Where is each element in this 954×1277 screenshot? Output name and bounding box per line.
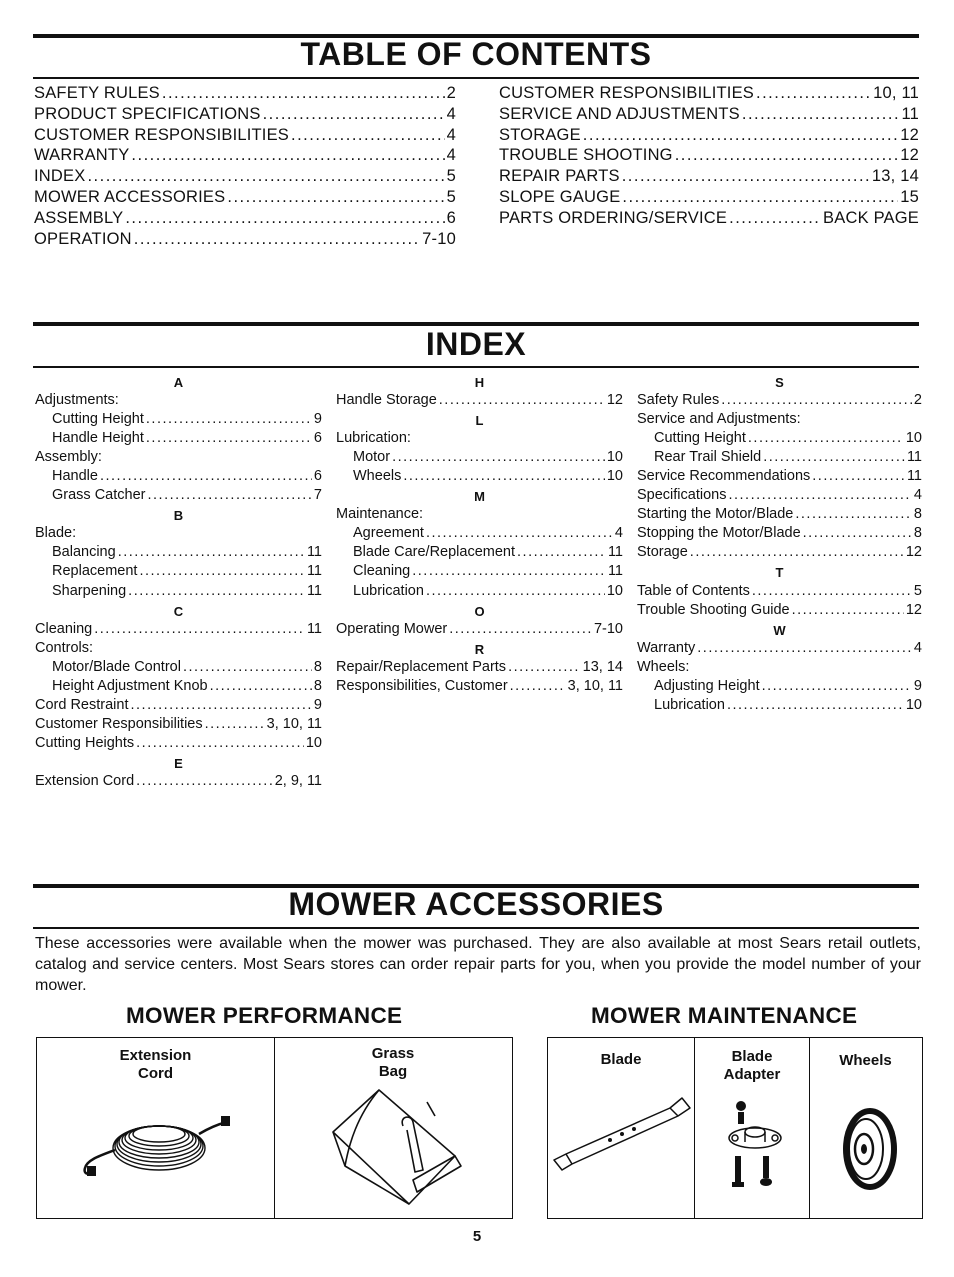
index-entry-label: Handle Height <box>52 430 144 447</box>
toc-leader-dots <box>291 126 445 145</box>
index-entry <box>35 411 322 430</box>
index-leader-dots <box>136 773 273 789</box>
toc-entry-page: 5 <box>446 187 456 206</box>
toc-leader-dots <box>131 146 444 165</box>
index-entry-label: Responsibilities, Customer <box>336 677 508 694</box>
toc-bottom-rule <box>33 77 919 79</box>
toc-title: TABLE OF CONTENTS <box>300 36 652 72</box>
toc-entry-page: 11 <box>901 104 919 123</box>
accessories-intro: These accessories were available when the mower was purchased. They are also available at most Sears retail outlets, catalog and service centers. Most Sears stores can order repair parts for you, when you provide the model number of your mower. <box>35 935 921 994</box>
index-leader-dots <box>727 697 904 713</box>
toc-entry-page: 12 <box>900 125 919 144</box>
index-leader-dots <box>183 659 312 675</box>
index-entry-label: Trouble Shooting Guide <box>637 601 790 618</box>
index-entry-page: 11 <box>306 582 322 599</box>
performance-heading: MOWER PERFORMANCE <box>126 1003 403 1028</box>
toc-leader-dots <box>756 84 871 103</box>
index-leader-dots <box>508 659 581 675</box>
index-entry <box>336 563 623 582</box>
toc-entry-page: 5 <box>446 167 456 186</box>
toc-leader-dots <box>227 188 444 207</box>
toc-entry-label: WARRANTY <box>34 146 130 165</box>
index-entry-label: Motor <box>353 449 391 466</box>
index-entry-page: 11 <box>306 620 322 637</box>
toc-entry-page: 15 <box>900 187 919 206</box>
index-entry-page: 7-10 <box>593 620 623 637</box>
index-entry-page: 4 <box>614 525 623 542</box>
toc-entry-page: 4 <box>446 146 456 165</box>
index-leader-dots <box>439 392 605 408</box>
index-letter-heading: O <box>474 603 485 619</box>
index-entry-label: Replacement <box>52 563 138 580</box>
toc-entry <box>499 146 919 167</box>
index-entry <box>35 621 322 640</box>
toc-entry-label: MOWER ACCESSORIES <box>34 187 226 206</box>
index-entry <box>336 392 623 411</box>
index-leader-dots <box>426 583 605 599</box>
toc-leader-dots <box>87 167 444 186</box>
index-leader-dots <box>690 544 904 560</box>
index-entry-page: 6 <box>313 468 322 485</box>
item-label-line1: Grass <box>371 1045 415 1062</box>
toc-leader-dots <box>622 188 898 207</box>
toc-entry <box>499 126 919 147</box>
index-entry <box>336 678 623 697</box>
index-letter-heading: C <box>173 603 184 619</box>
index-entry-page: 7 <box>313 487 322 504</box>
index-group-heading: Lubrication: <box>336 430 411 447</box>
toc-entry-label: STORAGE <box>499 125 581 144</box>
index-entry-page: 3, 10, 11 <box>266 715 322 732</box>
item-label-line2: Cord <box>138 1065 173 1082</box>
index-entry <box>637 487 922 506</box>
index-entry-page: 8 <box>913 506 922 523</box>
maintenance-box <box>547 1037 923 1219</box>
index-leader-dots <box>412 563 606 579</box>
index-letter-heading: T <box>775 565 784 581</box>
accessories-title: MOWER ACCESSORIES <box>288 886 664 922</box>
index-entry <box>637 544 922 563</box>
index-leader-dots <box>517 544 606 560</box>
index-leader-dots <box>130 697 311 713</box>
index-letter-heading: A <box>173 375 184 390</box>
index-entry <box>637 602 922 621</box>
index-leader-dots <box>426 525 613 541</box>
index-entry <box>35 563 322 582</box>
toc-entry-label: PRODUCT SPECIFICATIONS <box>34 104 261 123</box>
toc-entry-page: 7-10 <box>422 229 456 248</box>
index-entry <box>35 735 322 754</box>
toc-leader-dots <box>125 209 444 228</box>
index-entry-label: Cutting Height <box>52 411 144 428</box>
index-entry-label: Starting the Motor/Blade <box>637 506 794 523</box>
index-letter-heading: B <box>173 508 184 524</box>
toc-leader-dots <box>729 209 821 228</box>
toc-entry-label: CUSTOMER RESPONSIBILITIES <box>499 84 754 102</box>
index-leader-dots <box>449 621 592 637</box>
toc-entry-label: OPERATION <box>34 229 132 248</box>
index-entry-page: 4 <box>913 487 922 504</box>
index-leader-dots <box>94 621 305 637</box>
toc-entry <box>499 105 919 126</box>
index-leader-dots <box>100 468 312 484</box>
index-leader-dots <box>748 430 904 446</box>
index-entry-label: Cutting Heights <box>35 734 135 751</box>
index-entry-label: Wheels <box>353 468 402 485</box>
index-entry-page: 11 <box>306 563 322 580</box>
index-entry-label: Storage <box>637 544 688 561</box>
index-leader-dots <box>392 449 605 465</box>
toc-entry <box>34 146 456 167</box>
index-group-heading: Controls: <box>35 639 94 656</box>
index-group-heading: Service and Adjustments: <box>637 411 801 428</box>
toc-entry-label: TROUBLE SHOOTING <box>499 146 673 165</box>
index-leader-dots <box>803 525 912 541</box>
index-group-heading: Wheels: <box>637 658 690 675</box>
toc-entry <box>34 105 456 126</box>
index-column-1 <box>35 373 322 792</box>
index-entry <box>35 659 322 678</box>
index-entry <box>637 697 922 716</box>
toc-entry <box>499 167 919 188</box>
toc-entry-label: SAFETY RULES <box>34 84 160 102</box>
index-entry-page: 10 <box>305 734 322 751</box>
index-entry-label: Adjusting Height <box>654 677 760 694</box>
index-entry-page: 11 <box>607 544 623 561</box>
index-entry-page: 9 <box>313 696 322 713</box>
index-leader-dots <box>403 468 605 484</box>
extension-cord-cell <box>37 1038 275 1218</box>
index-entry-label: Blade Care/Replacement <box>353 544 516 561</box>
index-leader-dots <box>795 506 912 522</box>
wheel-icon <box>838 1106 898 1192</box>
index-leader-dots <box>721 392 912 408</box>
index-entry-page: 9 <box>313 411 322 428</box>
index-letter-heading: W <box>773 622 786 638</box>
index-entry-page: 2 <box>913 392 922 409</box>
index-entry <box>35 716 322 735</box>
toc-leader-dots <box>263 105 445 124</box>
index-entry-label: Extension Cord <box>35 772 135 789</box>
index-entry-page: 8 <box>313 677 322 694</box>
toc-leader-dots <box>583 126 898 145</box>
index-entry <box>35 468 322 487</box>
index-group-heading: Maintenance: <box>336 506 424 523</box>
index-title: INDEX <box>425 326 527 362</box>
item-label-line1: Blade <box>600 1051 642 1068</box>
toc-entry-label: REPAIR PARTS <box>499 167 620 186</box>
index-letter-heading: S <box>775 375 784 390</box>
index-entry-label: Warranty <box>637 639 696 656</box>
index-leader-dots <box>752 583 912 599</box>
index-entry-page: 8 <box>913 525 922 542</box>
index-letter-heading: M <box>474 489 485 505</box>
index-leader-dots <box>728 487 911 503</box>
index-letter-heading: R <box>474 641 485 657</box>
index-entry-label: Height Adjustment Knob <box>52 677 208 694</box>
index-entry <box>637 430 922 449</box>
toc-entry <box>499 84 919 105</box>
index-entry <box>336 659 623 678</box>
toc-entry-label: SERVICE AND ADJUSTMENTS <box>499 104 740 123</box>
index-entry-label: Safety Rules <box>637 392 720 409</box>
toc-entry <box>499 188 919 209</box>
index-leader-dots <box>697 640 912 656</box>
index-entry-page: 10 <box>606 582 623 599</box>
index-leader-dots <box>136 735 304 751</box>
index-entry-page: 13, 14 <box>582 658 623 675</box>
index-entry-label: Handle Storage <box>336 392 437 409</box>
index-entry-label: Lubrication <box>353 582 424 599</box>
index-entry <box>336 544 623 563</box>
index-entry-page: 10 <box>905 696 922 713</box>
toc-entry-label: CUSTOMER RESPONSIBILITIES <box>34 125 289 144</box>
index-entry-label: Service Recommendations <box>637 468 811 485</box>
blade-icon <box>552 1094 692 1174</box>
index-entry-page: 11 <box>906 468 922 485</box>
item-label-line1: Blade <box>731 1048 773 1065</box>
toc-entry-page: 4 <box>446 104 456 123</box>
index-leader-dots <box>128 583 305 599</box>
index-entry <box>637 583 922 602</box>
index-leader-dots <box>205 716 265 732</box>
toc-leader-dots <box>675 146 899 165</box>
index-entry <box>35 583 322 602</box>
toc-entry-page: 2 <box>446 84 456 102</box>
toc-entry <box>34 230 456 251</box>
grass-bag-icon <box>327 1086 467 1212</box>
toc-leader-dots <box>162 84 445 103</box>
index-entry <box>35 430 322 449</box>
index-entry <box>637 640 922 659</box>
index-entry-label: Cleaning <box>353 563 411 580</box>
index-entry-label: Stopping the Motor/Blade <box>637 525 801 542</box>
index-entry-label: Rear Trail Shield <box>654 449 762 466</box>
index-entry <box>336 583 623 602</box>
index-entry-page: 6 <box>313 430 322 447</box>
toc-entry <box>499 209 919 230</box>
index-column-2 <box>336 373 623 697</box>
index-entry <box>336 449 623 468</box>
toc-leader-dots <box>134 230 420 249</box>
toc-entry-label: INDEX <box>34 167 86 186</box>
blade-adapter-icon <box>719 1098 789 1192</box>
wheels-cell <box>810 1038 921 1218</box>
index-leader-dots <box>792 602 904 618</box>
toc-leader-dots <box>742 105 900 124</box>
index-leader-dots <box>510 678 566 694</box>
index-entry <box>637 506 922 525</box>
index-entry-label: Handle <box>52 468 98 485</box>
toc-left-column <box>34 84 456 250</box>
item-label-line1: Wheels <box>839 1052 892 1069</box>
index-entry-label: Cleaning <box>35 620 93 637</box>
index-entry <box>35 678 322 697</box>
index-entry-label: Repair/Replacement Parts <box>336 658 507 675</box>
toc-entry-page: BACK PAGE <box>823 208 919 227</box>
index-entry-label: Grass Catcher <box>52 487 146 504</box>
accessories-bottom-rule <box>33 927 919 929</box>
toc-entry <box>34 84 456 105</box>
index-entry-label: Cord Restraint <box>35 696 129 713</box>
index-entry <box>637 392 922 411</box>
index-entry-label: Customer Responsibilities <box>35 715 203 732</box>
index-entry-page: 10 <box>606 449 623 466</box>
index-entry <box>637 678 922 697</box>
index-entry <box>35 697 322 716</box>
index-entry-label: Motor/Blade Control <box>52 658 181 675</box>
index-entry <box>35 773 322 792</box>
index-entry-label: Table of Contents <box>637 582 750 599</box>
index-entry-page: 8 <box>313 658 322 675</box>
index-leader-dots <box>763 449 905 465</box>
index-leader-dots <box>146 411 312 427</box>
toc-entry-page: 12 <box>900 146 919 165</box>
index-entry <box>35 544 322 563</box>
toc-entry <box>34 209 456 230</box>
toc-right-column <box>499 84 919 230</box>
toc-entry-label: PARTS ORDERING/SERVICE <box>499 208 728 227</box>
index-entry-page: 2, 9, 11 <box>274 772 322 789</box>
toc-entry <box>34 188 456 209</box>
index-letter-heading: L <box>475 413 484 429</box>
index-entry-label: Sharpening <box>52 582 127 599</box>
index-letter-heading: E <box>174 755 183 771</box>
index-entry-label: Balancing <box>52 544 116 561</box>
index-entry-label: Cutting Height <box>654 430 746 447</box>
toc-entry <box>34 167 456 188</box>
toc-leader-dots <box>622 167 870 186</box>
toc-entry-page: 13, 14 <box>871 167 919 186</box>
maintenance-heading: MOWER MAINTENANCE <box>591 1003 858 1028</box>
index-entry <box>336 468 623 487</box>
toc-entry-page: 6 <box>446 208 456 227</box>
page-number: 5 <box>472 1228 482 1245</box>
toc-entry-label: SLOPE GAUGE <box>499 187 621 206</box>
index-entry-page: 11 <box>306 544 322 561</box>
toc-entry-page: 10, 11 <box>873 84 919 102</box>
item-label-line2: Adapter <box>723 1066 781 1083</box>
index-leader-dots <box>210 678 312 694</box>
index-entry-label: Operating Mower <box>336 620 448 637</box>
index-leader-dots <box>146 430 312 446</box>
item-label-line1: Extension <box>119 1047 192 1064</box>
index-entry <box>637 449 922 468</box>
blade-cell <box>548 1038 695 1218</box>
index-entry <box>637 468 922 487</box>
index-letter-heading: H <box>474 375 485 390</box>
item-label-line2: Bag <box>378 1063 408 1080</box>
index-entry <box>637 525 922 544</box>
toc-entry <box>34 126 456 147</box>
grass-bag-cell <box>275 1038 511 1218</box>
index-entry-page: 11 <box>607 563 623 580</box>
index-entry-page: 9 <box>913 677 922 694</box>
index-leader-dots <box>812 468 905 484</box>
index-entry <box>336 525 623 544</box>
toc-entry-page: 4 <box>446 125 456 144</box>
index-entry-page: 4 <box>913 639 922 656</box>
index-entry-label: Specifications <box>637 487 727 504</box>
index-entry-page: 10 <box>606 468 623 485</box>
index-entry <box>35 487 322 506</box>
index-entry-page: 11 <box>906 449 922 466</box>
index-entry-page: 10 <box>905 430 922 447</box>
index-group-heading: Assembly: <box>35 449 102 466</box>
blade-adapter-cell <box>695 1038 810 1218</box>
index-entry-page: 12 <box>606 392 623 409</box>
index-group-heading: Blade: <box>35 525 77 542</box>
extension-cord-icon <box>81 1104 231 1178</box>
index-entry-page: 12 <box>905 601 922 618</box>
index-group-heading: Adjustments: <box>35 392 119 409</box>
index-entry-page: 12 <box>905 544 922 561</box>
index-column-3 <box>637 373 922 716</box>
index-leader-dots <box>762 678 912 694</box>
index-leader-dots <box>147 487 311 503</box>
index-entry-page: 5 <box>913 582 922 599</box>
index-leader-dots <box>139 563 305 579</box>
index-leader-dots <box>118 544 305 560</box>
index-entry <box>336 621 623 640</box>
index-entry-label: Agreement <box>353 525 424 542</box>
toc-entry-label: ASSEMBLY <box>34 208 124 227</box>
index-entry-label: Lubrication <box>654 696 725 713</box>
index-entry-page: 3, 10, 11 <box>567 677 623 694</box>
performance-box <box>36 1037 513 1219</box>
index-bottom-rule <box>33 366 919 368</box>
